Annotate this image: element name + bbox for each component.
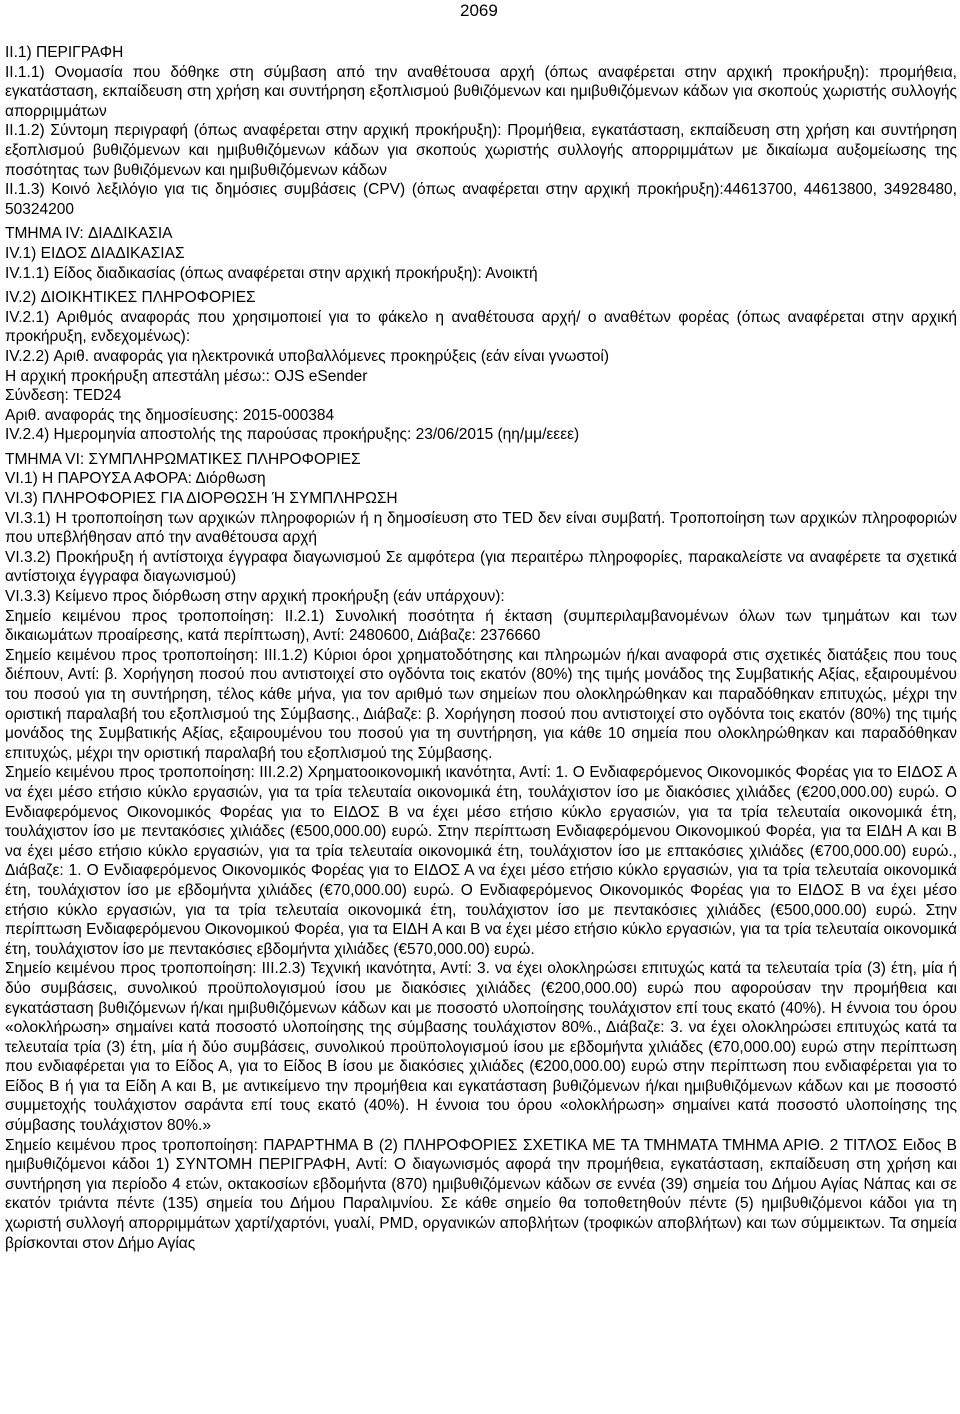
correction-III-2-3: Σημείο κειμένου προς τροποποίηση: III.2.3) Τεχνική ικανότητα, Αντί: 3. να έχει ολοκληρώσει επιτυχώς κατά τα τελευταία τρία (3) έτη, μία ή δύο συμβάσεις, συνολικού προϋπολογισμού ίσου με διακόσιες χιλιάδες (€200,000.00) ευρώ που αφορούσαν την προμήθεια και εγκατάσταση βυθιζόμενων ή/και ημιβυθιζόμενων κάδων και με ποσοστό υλοποίησης τουλάχιστον επί τους εκατό (40%). Η έννοια του όρου «ολοκλήρωση» σημαίνει κατά ποσοστό υλοποίησης της σύμβασης τουλάχιστον 80%., Διάβαζε: 3. να έχει ολοκληρώσει επιτυχώς κατά τα τελευταία τρία (3) έτη, μία ή δύο συμβάσεις, συνολικού προϋπολογισμού ίσου με εβδομήντα χιλιάδες (€70,000.00) ευρώ στην περίπτωση που ενδιαφέρεται για το Είδος Α, για το Είδος Β ίσου με διακόσιες χιλιάδες (€200,000.00) ευρώ στην περίπτωση που ενδιαφέρεται για το Είδος Β ή για τα Είδη Α και Β, με αντικείμενο την προμήθεια και εγκατάσταση βυθιζόμενων ή/και ημιβυθιζόμενων κάδων και με ποσοστό συμμετοχής τουλάχιστον σαράντα επί τους εκατό (40%). Η έννοια του όρου «ολοκλήρωση» σημαίνει κατά ποσοστό υλοποίησης της σύμβασης τουλάχιστον 80%.»	[5, 960, 957, 1135]
field-II-1-2-description: II.1.2) Σύντομη περιγραφή (όπως αναφέρεται στην αρχική προκήρυξη): Προμήθεια, εγκατάσταση, εκπαίδευση στη χρήση και συντήρηση εξοπλισμού βυθιζόμενων και ημιβυθιζόμενων κάδων για σκοπούς χωριστής συλλογής απορριμμάτων με δικαίωμα αυξομείωσης της ποσότητας των βυθιζόμενων και ημιβυθιζόμενων κάδων	[5, 122, 957, 179]
field-IV-2-4-date: IV.2.4) Ημερομηνία αποστολής της παρούσας προκήρυξης: 23/06/2015 (ηη/μμ/εεεε)	[5, 426, 580, 444]
correction-III-2-2: Σημείο κειμένου προς τροποποίηση: III.2.2) Χρηματοοικονομική ικανότητα, Αντί: 1. Ο Ενδιαφερόμενος Οικονομικός Φορέας για το ΕΙΔΟΣ Α να έχει μέσο ετήσιο κύκλο εργασιών, για τα τρία τελευταία οικονομικά έτη, τουλάχιστον ίσο με διακόσιες χιλιάδες (€200,000.00) ευρώ. Ο Ενδιαφερόμενος Οικονομικός Φορέας για το ΕΙΔΟΣ Β να έχει μέσο ετήσιο κύκλο εργασιών, για τα τρία τελευταία οικονομικά έτη, τουλάχιστον ίσο με πεντακόσιες χιλιάδες (€500,000.00) ευρώ. Στην περίπτωση Ενδιαφερόμενου Οικονομικού Φορέα, για τα ΕΙΔΗ Α και Β να έχει μέσο ετήσιο κύκλο εργασιών, για τα τρία τελευταία οικονομικά έτη, τουλάχιστον ίσο με επτακόσιες χιλιάδες (€700,000.00) ευρώ., Διάβαζε: 1. Ο Ενδιαφερόμενος Οικονομικός Φορέας για το ΕΙΔΟΣ Α να έχει μέσο ετήσιο κύκλο εργασιών, για τα τρία τελευταία οικονομικά έτη, τουλάχιστον ίσο με εβδομήντα χιλιάδες (€70,000.00) ευρώ. Ο Ενδιαφερόμενος Οικονομικός Φορέας για το ΕΙΔΟΣ Β να έχει μέσο ετήσιο κύκλο εργασιών, για τα τρία τελευταία οικονομικά έτη, τουλάχιστον ίσο με πεντακόσιες χιλιάδες (€500,000.00) ευρώ. Στην περίπτωση Ενδιαφερόμενου Οικονομικού Φορέα, για τα ΕΙΔΗ Α και Β να έχει μέσο ετήσιο κύκλο εργασιών, για τα τρία τελευταία οικονομικά έτη, τουλάχιστον ίσο με πεντακόσιες εβδομήντα χιλιάδες (€570,000.00) ευρώ.	[5, 764, 957, 958]
correction-II-2-1: Σημείο κειμένου προς τροποποίηση: II.2.1) Συνολική ποσότητα ή έκταση (συμπεριλαμβανομένων όλων των τμημάτων και των δικαιωμάτων προαίρεσης, κατά περίπτωση), Αντί: 2480600, Διάβαζε: 2376660	[5, 607, 957, 645]
field-II-1-1-title: II.1.1) Ονομασία που δόθηκε στη σύμβαση από την αναθέτουσα αρχή (όπως αναφέρεται στην αρχική προκήρυξη): προμήθεια, εγκατάσταση, εκπαίδευση στη χρήση και συντήρηση εξοπλισμού βυθιζόμενων και ημιβυθιζόμενων κάδων για σκοπούς χωριστής συλλογής απορριμμάτων	[5, 63, 957, 120]
field-VI-3-2: VI.3.2) Προκήρυξη ή αντίστοιχα έγγραφα διαγωνισμού Σε αμφότερα (για περαιτέρω πληροφορίες, παρακαλείστε να αναφέρετε τα σχετικά αντίστοιχα έγγραφα διαγωνισμού)	[5, 548, 957, 586]
document-body	[5, 43, 957, 1253]
field-IV-2-2-electronic-ref: IV.2.2) Αριθ. αναφοράς για ηλεκτρονικά υποβαλλόμενες προκηρύξεις (εάν είναι γνωστοί)	[5, 347, 610, 365]
section-heading-IV: ΤΜΗΜΑ IV: ΔΙΑΔΙΚΑΣΙΑ	[5, 225, 173, 243]
field-II-1-3-cpv: II.1.3) Κοινό λεξιλόγιο για τις δημόσιες συμβάσεις (CPV) (όπως αναφέρεται στην αρχική προκήρυξη):44613700, 44613800, 34928480, 50324200	[5, 181, 957, 218]
field-VI-3-1: VI.3.1) Η τροποποίηση των αρχικών πληροφοριών ή η δημοσίευση στο TED δεν είναι συμβατή. Τροποποίηση των αρχικών πληροφοριών που υπεβλήθησαν από την αναθέτουσα αρχή	[5, 509, 957, 547]
correction-annex-B: Σημείο κειμένου προς τροποποίηση: ΠΑΡΑΡΤΗΜΑ Β (2) ΠΛΗΡΟΦΟΡΙΕΣ ΣΧΕΤΙΚΑ ΜΕ ΤΑ ΤΜΗΜΑΤΑ ΤΜΗΜΑ ΑΡΙΘ. 2 ΤΙΤΛΟΣ Ειδος Β ημιβυθιζόμενοι κάδοι 1) ΣΥΝΤΟΜΗ ΠΕΡΙΓΡΑΦΗ, Αντί: Ο διαγωνισμός αφορά την προμήθεια, εγκατάσταση, εκπαίδευση στη χρήση και συντήρηση για περίοδο 4 ετών, οκτακοσίων εβδομήντα (870) ημιβυθιζόμενων κάδων σε εννέα (39) σημεία του Δήμου Αγίας Νάπας και σε εκατόν τριάντα πέντε (135) σημεία του Δήμου Παραλιμνίου. Σε κάθε σημείο θα τοποθετηθούν πέντε (5) ημιβυθιζόμενοι κάδοι για τη χωριστή συλλογή απορριμμάτων χαρτί/χαρτόνι, γυαλί, PMD, οργανικών αποβλήτων (τροφικών αποβλήτων) και των σύμμεικτων. Τα σημεία βρίσκονται στον Δήμο Αγίας	[5, 1136, 957, 1252]
page-number: 2069	[460, 1, 498, 20]
correction-III-1-2: Σημείο κειμένου προς τροποποίηση: III.1.2) Κύριοι όροι χρηματοδότησης και πληρωμών ή/και αναφορά στις σχετικές διατάξεις που τους διέπουν, Αντί: β. Χορήγηση ποσού που αντιστοιχεί στο ογδόντα τοις εκατόν (80%) της τιμής μονάδος της Συμβατικής Αξίας, εξαιρουμένου του ποσού για τη συντήρηση, τέλος κάθε μήνα, για τον αριθμό των σημείων που ολοκληρώθηκαν και παραδόθηκαν επιτυχώς, μέχρι την οριστική παραλαβή του εξοπλισμού της Σύμβασης., Διάβαζε: β. Χορήγηση ποσού που αντιστοιχεί στο ογδόντα τοις εκατόν (80%) της τιμής μονάδος της Συμβατικής Αξίας, εξαιρουμένου του ποσού για τη συντήρηση, για κάθε 10 σημεία που ολοκληρώθηκαν και παραδόθηκαν επιτυχώς, μέχρι την οριστική παραλαβή του εξοπλισμού της Σύμβασης.	[5, 646, 957, 762]
section-heading-VI: ΤΜΗΜΑ VI: ΣΥΜΠΛΗΡΩΜΑΤΙΚΕΣ ΠΛΗΡΟΦΟΡΙΕΣ	[5, 450, 361, 468]
heading-IV-2: IV.2) ΔΙΟΙΚΗΤΙΚΕΣ ΠΛΗΡΟΦΟΡΙΕΣ	[5, 289, 256, 307]
field-IV-1-1-procedure: IV.1.1) Είδος διαδικασίας (όπως αναφέρεται στην αρχική προκήρυξη): Ανοικτή	[5, 264, 538, 282]
field-VI-1-concerns: VI.1) Η ΠΑΡΟΥΣΑ ΑΦΟΡΑ: Διόρθωση	[5, 470, 266, 488]
field-original-sent-via: Η αρχική προκήρυξη απεστάλη μέσω:: OJS eSender	[5, 367, 368, 385]
field-login: Σύνδεση: TED24	[5, 387, 122, 405]
heading-IV-1: IV.1) ΕΙΔΟΣ ΔΙΑΔΙΚΑΣΙΑΣ	[5, 244, 185, 262]
field-IV-2-1-reference: IV.2.1) Αριθμός αναφοράς που χρησιμοποιεί για το φάκελο η αναθέτουσα αρχή/ ο αναθέτων φορέας (όπως αναφέρεται στην αρχική προκήρυξη, ενδεχομένως):	[5, 308, 957, 346]
section-heading-II-1: II.1) ΠΕΡΙΓΡΑΦΗ	[5, 44, 124, 61]
heading-VI-3: VI.3) ΠΛΗΡΟΦΟΡΙΕΣ ΓΙΑ ΔΙΟΡΘΩΣΗ Ή ΣΥΜΠΛΗΡΩΣΗ	[5, 490, 398, 508]
field-publication-ref: Αριθ. αναφοράς της δημοσίευσης: 2015-000384	[5, 406, 335, 424]
field-VI-3-3: VI.3.3) Κείμενο προς διόρθωση στην αρχική προκήρυξη (εάν υπάρχουν):	[5, 588, 505, 606]
